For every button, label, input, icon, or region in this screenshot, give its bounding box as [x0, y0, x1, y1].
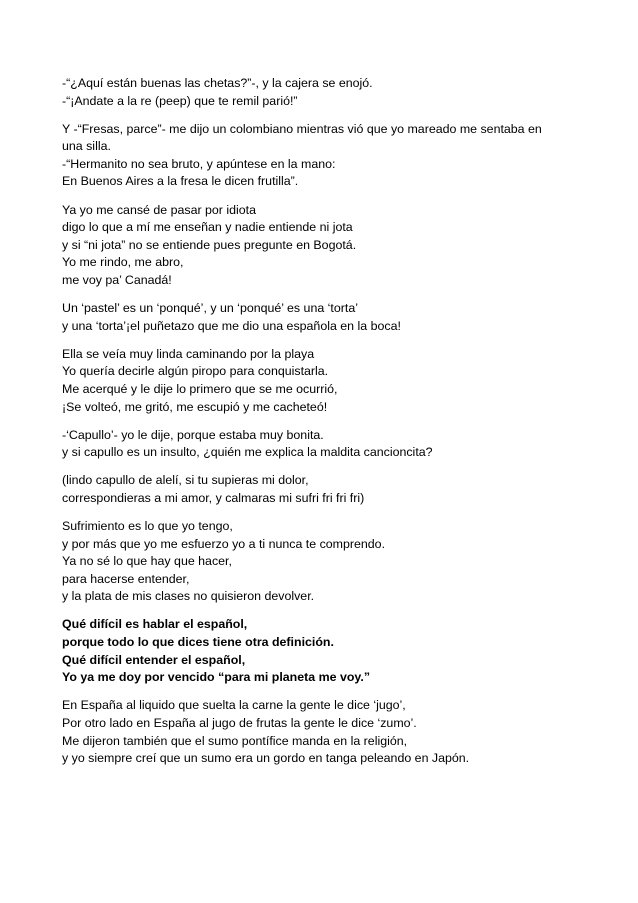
- stanza-7: [62, 472, 622, 507]
- text-line: Yo me rindo, me abro,: [62, 255, 184, 270]
- chorus-line: Qué difícil es hablar el español,: [62, 617, 248, 632]
- text-line: En Buenos Aires a la fresa le dicen frutilla”.: [62, 174, 299, 189]
- stanza-8: [62, 518, 622, 606]
- text-line: Yo quería decirle algún piropo para conquistarla.: [62, 364, 329, 379]
- text-line: me voy pa’ Canadá!: [62, 272, 172, 287]
- text-line: Un ‘pastel’ es un ‘ponqué’, y un ‘ponqué’ es una ‘torta’: [62, 301, 358, 316]
- text-line: y si capullo es un insulto, ¿quién me explica la maldita cancioncita?: [62, 445, 433, 460]
- text-line: Por otro lado en España al jugo de frutas la gente le dice ‘zumo’.: [62, 715, 417, 730]
- text-line: Ella se veía muy linda caminando por la playa: [62, 346, 315, 361]
- text-line: una silla.: [62, 139, 111, 154]
- chorus-line: porque todo lo que dices tiene otra definición.: [62, 635, 334, 650]
- text-line: En España al liquido que suelta la carne la gente le dice ‘jugo’,: [62, 698, 406, 713]
- text-line: Me acerqué y le dije lo primero que se me ocurrió,: [62, 381, 338, 396]
- stanza-1: [62, 75, 622, 110]
- text-line: y una ‘torta’¡el puñetazo que me dio una española en la boca!: [62, 318, 401, 333]
- stanza-4: [62, 300, 622, 335]
- stanza-6: [62, 427, 622, 462]
- text-line: -‘Capullo’- yo le dije, porque estaba muy bonita.: [62, 427, 324, 442]
- text-line: digo lo que a mí me enseñan y nadie entiende ni jota: [62, 220, 353, 235]
- text-line: Sufrimiento es lo que yo tengo,: [62, 518, 233, 533]
- text-line: Me dijeron también que el sumo pontífice manda en la religión,: [62, 733, 408, 748]
- stanza-10: [62, 697, 622, 767]
- text-line: y la plata de mis clases no quisieron devolver.: [62, 589, 315, 604]
- stanza-2: [62, 121, 622, 191]
- text-line: ¡Se volteó, me gritó, me escupió y me cacheteó!: [62, 399, 328, 414]
- stanza-3: [62, 202, 622, 290]
- text-line: -“¡Andate a la re (peep) que te remil parió!”: [62, 93, 298, 108]
- text-line: -“¿Aquí están buenas las chetas?”-, y la cajera se enojó.: [62, 76, 373, 90]
- text-line: y por más que yo me esfuerzo yo a ti nunca te comprendo.: [62, 536, 386, 551]
- chorus-line: Yo ya me doy por vencido “para mi planeta me voy.”: [62, 670, 371, 685]
- text-line: para hacerse entender,: [62, 571, 190, 586]
- text-line: (lindo capullo de alelí, si tu supieras mi dolor,: [62, 473, 309, 488]
- text-line: y yo siempre creí que un sumo era un gordo en tanga peleando en Japón.: [62, 751, 470, 766]
- text-line: Y -“Fresas, parce”- me dijo un colombiano mientras vió que yo mareado me sentaba en: [62, 121, 542, 136]
- text-line: -“Hermanito no sea bruto, y apúntese en la mano:: [62, 156, 336, 171]
- stanza-5: [62, 346, 622, 416]
- chorus-line: Qué difícil entender el español,: [62, 652, 246, 667]
- text-line: Ya yo me cansé de pasar por idiota: [62, 202, 257, 217]
- chorus-stanza: [62, 616, 622, 686]
- text-line: y si “ni jota” no se entiende pues pregunte en Bogotá.: [62, 237, 357, 252]
- text-line: Ya no sé lo que hay que hacer,: [62, 554, 232, 569]
- document-page: [62, 75, 622, 778]
- text-line: correspondieras a mi amor, y calmaras mi sufri fri fri fri): [62, 490, 365, 505]
